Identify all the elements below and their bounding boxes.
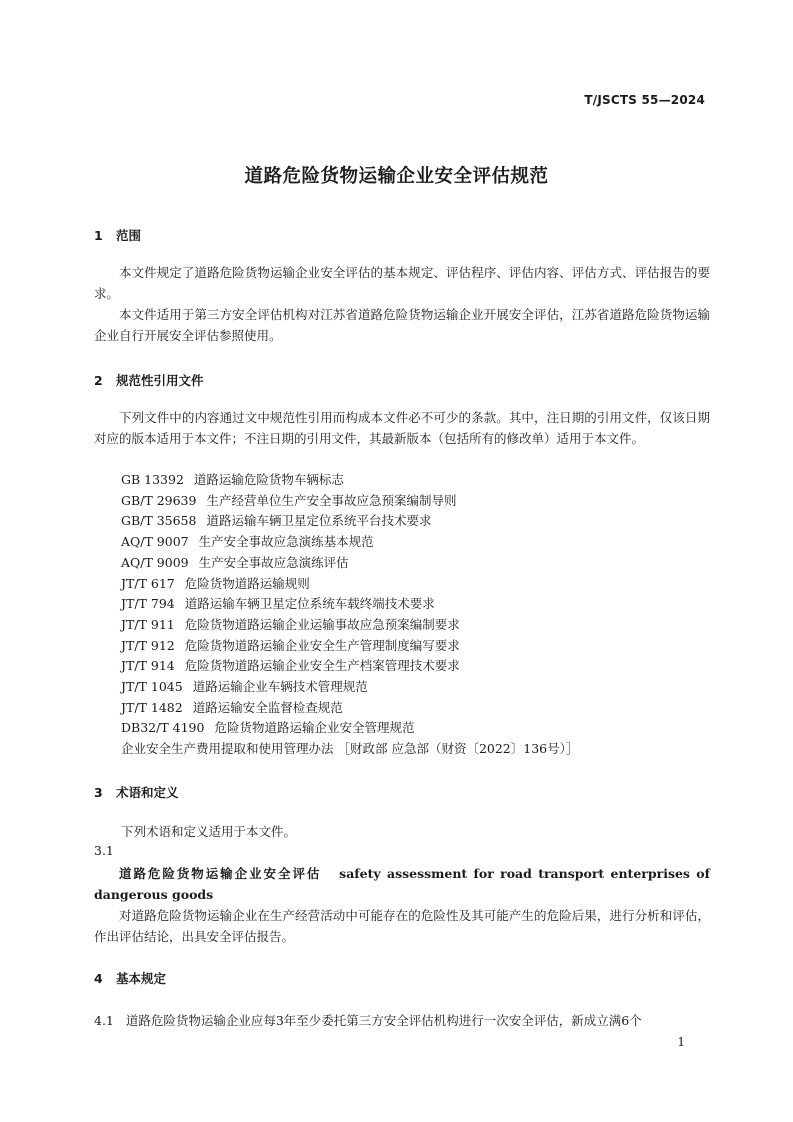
reference-item: [121, 656, 578, 677]
reference-code: JT/T 914: [121, 658, 175, 674]
reference-list: [121, 470, 578, 760]
reference-title: 危险货物道路运输企业安全管理规范: [214, 720, 415, 736]
section-number: 2: [94, 373, 103, 388]
section-title: 规范性引用文件: [116, 373, 204, 388]
section-number: 1: [94, 228, 103, 243]
section-title: 范围: [116, 228, 142, 243]
clause-4-1: [94, 1011, 642, 1029]
clause-number: 4.1: [94, 1013, 114, 1028]
reference-item: [121, 511, 578, 532]
reference-title: 危险货物道路运输企业安全生产档案管理技术要求: [184, 658, 460, 674]
term-number: 3.1: [94, 843, 114, 858]
reference-code: AQ/T 9009: [121, 554, 189, 570]
reference-title: 危险货物道路运输规则: [184, 575, 310, 591]
reference-code: JT/T 912: [121, 637, 175, 653]
section-heading-normative-references: [94, 371, 204, 389]
reference-code: GB/T 35658: [121, 513, 197, 529]
clause-text: 道路危险货物运输企业应每3年至少委托第三方安全评估机构进行一次安全评估，新成立满6个: [125, 1013, 642, 1028]
reference-title: 道路运输企业车辆技术管理规范: [192, 679, 368, 695]
reference-title: 道路运输车辆卫星定位系统平台技术要求: [206, 513, 432, 529]
term-entry: [94, 864, 710, 906]
reference-item: [121, 636, 578, 657]
scope-paragraph-1: 本文件规定了道路危险货物运输企业安全评估的基本规定、评估程序、评估内容、评估方式、评估报告的要求。: [94, 265, 710, 301]
section-number: 3: [94, 785, 103, 800]
reference-title: 生产安全事故应急演练基本规范: [198, 534, 374, 550]
reference-item: [121, 574, 578, 595]
reference-code: JT/T 1045: [121, 679, 183, 695]
section-number: 4: [94, 971, 103, 986]
reference-code: GB/T 29639: [121, 492, 197, 508]
reference-code: JT/T 911: [121, 616, 175, 632]
reference-item-regulation: 企业安全生产费用提取和使用管理办法 ［财政部 应急部（财资〔2022〕136号）］: [121, 741, 579, 757]
reference-item: [121, 677, 578, 698]
reference-item: [121, 594, 578, 615]
reference-item: [121, 470, 578, 491]
page-number: 1: [677, 1035, 685, 1049]
document-title: 道路危险货物运输企业安全评估规范: [244, 166, 549, 187]
reference-item: [121, 615, 578, 636]
references-intro: 下列文件中的内容通过文中规范性引用而构成本文件必不可少的条款。其中，注日期的引用文件，仅该日期对应的版本适用于本文件；不注日期的引用文件，其最新版本（包括所有的修改单）适用于本文件。: [94, 410, 710, 446]
reference-item: [121, 532, 578, 553]
reference-item: [121, 553, 578, 574]
section-title: 基本规定: [116, 971, 167, 986]
reference-title: 危险货物道路运输企业安全生产管理制度编写要求: [184, 637, 460, 653]
reference-code: JT/T 1482: [121, 699, 183, 715]
reference-title: 道路运输危险货物车辆标志: [193, 472, 344, 487]
reference-code: GB 13392: [121, 472, 184, 487]
reference-item: [121, 718, 578, 739]
term-english: safety assessment for road transport enterprises of dangerous goods: [94, 866, 710, 902]
reference-code: DB32/T 4190: [121, 720, 205, 736]
terms-intro: 下列术语和定义适用于本文件。: [121, 824, 297, 839]
scope-paragraph-2: 本文件适用于第三方安全评估机构对江苏省道路危险货物运输企业开展安全评估，江苏省道路危险货物运输企业自行开展安全评估参照使用。: [94, 307, 710, 343]
reference-title: 生产安全事故应急演练评估: [198, 554, 349, 570]
term-definition: 对道路危险货物运输企业在生产经营活动中可能存在的危险性及其可能产生的危险后果，进行分析和评估，作出评估结论，出具安全评估报告。: [94, 908, 710, 944]
section-heading-terms: [94, 783, 179, 801]
term-chinese: 道路危险货物运输企业安全评估: [119, 866, 322, 881]
reference-item: [121, 698, 578, 719]
reference-title: 危险货物道路运输企业运输事故应急预案编制要求: [184, 616, 460, 632]
standard-code: T/JSCTS 55—2024: [584, 93, 705, 107]
reference-code: JT/T 617: [121, 575, 175, 591]
section-heading-basic-rules: [94, 969, 166, 987]
section-title: 术语和定义: [116, 785, 179, 800]
section-heading-scope: [94, 226, 141, 244]
reference-item: [121, 491, 578, 512]
reference-code: AQ/T 9007: [121, 534, 189, 550]
reference-title: 道路运输安全监督检查规范: [192, 699, 343, 715]
reference-code: JT/T 794: [121, 596, 175, 612]
reference-title: 生产经营单位生产安全事故应急预案编制导则: [206, 492, 457, 508]
reference-title: 道路运输车辆卫星定位系统车载终端技术要求: [184, 596, 435, 612]
